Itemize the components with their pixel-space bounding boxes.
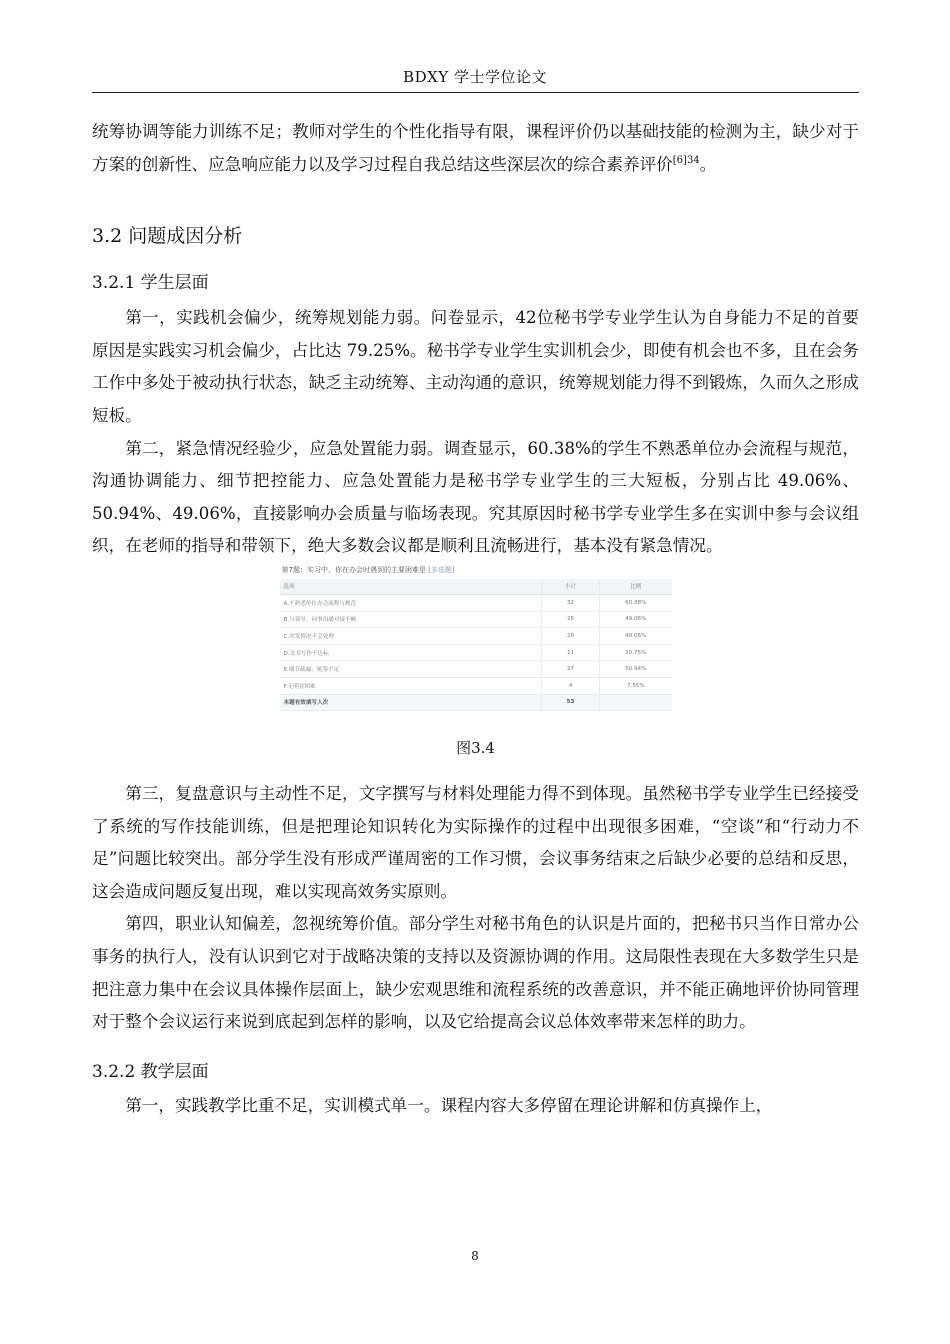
question-type-tag: [多选题] <box>428 565 455 574</box>
table-row <box>280 611 672 628</box>
table-row <box>280 644 672 661</box>
figure-3-4 <box>280 565 672 717</box>
percent-cell: 49.06% <box>600 628 672 645</box>
intro-end: 。 <box>699 154 717 174</box>
option-cell: A.不熟悉单位办会流程与规范 <box>280 594 542 611</box>
intro-text: 统筹协调等能力训练不足；教师对学生的个性化指导有限，课程评价仍以基础技能的检测为主，缺少对于方案的创新性、应急响应能力以及学习过程自我总结这些深层次的综合素养评价 <box>92 122 859 174</box>
option-cell: E.细节疏漏、统筹不足 <box>280 661 542 678</box>
column-header-count: 小计 <box>542 579 600 595</box>
page-body <box>92 116 859 1122</box>
percent-cell: 7.55% <box>600 677 672 694</box>
count-cell: 11 <box>542 644 600 661</box>
body-paragraph: 第一，实践机会偏少，统筹规划能力弱。问卷显示，42位秘书学专业学生认为自身能力不足的首要原因是实践实习机会偏少，占比达 79.25%。秘书学专业学生实训机会少，即使有机会也不多，且在会务工作中多处于被动执行状态，缺乏主动统筹、主动沟通的意识，统筹规划能力得不到锻炼，久而久之形成短板。 <box>92 308 859 425</box>
count-cell: 26 <box>542 628 600 645</box>
percent-cell: 49.06% <box>600 611 672 628</box>
table-row <box>280 594 672 611</box>
option-cell: C.突发情况不会处理 <box>280 628 542 645</box>
body-paragraph: 第三，复盘意识与主动性不足，文字撰写与材料处理能力得不到体现。虽然秘书学专业学生已经接受了系统的写作技能训练，但是把理论知识转化为实际操作的过程中出现很多困难，“空谈”和“行动力不足”问题比较突出。部分学生没有形成严谨周密的工作习惯，会议事务结束之后缺少必要的总结和反思，这会造成问题反复出现，难以实现高效务实原则。 <box>92 783 859 901</box>
total-empty-cell <box>600 694 672 711</box>
table-row <box>280 628 672 645</box>
intro-paragraph <box>92 116 859 181</box>
percent-cell: 60.38% <box>600 594 672 611</box>
percent-cell: 50.94% <box>600 661 672 678</box>
body-paragraph: 第四，职业认知偏差，忽视统筹价值。部分学生对秘书角色的认识是片面的，把秘书只当作日常办公事务的执行人，没有认识到它对于战略决策的支持以及资源协调的作用。这局限性表现在大多数学生只是把注意力集中在会议具体操作层面上，缺少宏观思维和流程系统的改善意识，并不能正确地评价协同管理对于整个会议运行来说到底起到怎样的影响，以及它给提高会议总体效率带来怎样的助力。 <box>92 914 859 1032</box>
running-header: BDXY 学士学位论文 <box>403 68 547 86</box>
citation-superscript: [6]34 <box>672 154 700 166</box>
total-label-cell: 本题有效填写人次 <box>280 694 542 711</box>
total-count-cell: 53 <box>542 694 600 711</box>
table-row <box>280 661 672 678</box>
column-header-percent: 比例 <box>600 579 672 595</box>
survey-question: 第7题：实习中，你在办会时遇到的主要困难是 [多选题] <box>281 565 455 574</box>
section-heading-3-2: 3.2 问题成因分析 <box>92 225 243 248</box>
option-cell: B.与领导、同事沟通对接不畅 <box>280 611 542 628</box>
subsection-heading-3-2-1: 3.2.1 学生层面 <box>92 273 209 294</box>
table-row <box>280 677 672 694</box>
survey-result-table-image <box>280 565 672 717</box>
option-cell: D.文书写作不达标 <box>280 644 542 661</box>
page-number: 8 <box>471 1249 479 1263</box>
count-cell: 32 <box>542 594 600 611</box>
column-header-option: 选项 <box>280 579 542 595</box>
count-cell: 27 <box>542 661 600 678</box>
percent-cell: 20.75% <box>600 644 672 661</box>
option-cell: F.无明显困难 <box>280 677 542 694</box>
table-header-row <box>280 579 672 595</box>
count-cell: 4 <box>542 677 600 694</box>
table-total-row <box>280 694 672 711</box>
header-rule <box>92 92 859 93</box>
survey-table <box>280 579 672 711</box>
body-paragraph: 第二，紧急情况经验少，应急处置能力弱。调查显示，60.38%的学生不熟悉单位办会流程与规范，沟通协调能力、细节把控能力、应急处置能力是秘书学专业学生的三大短板，分别占比 49.06%、50.94%、49.06%，直接影响办会质量与临场表现。究其原因时秘书学专业学生多在实训中参与会议组织，在老师的指导和带领下，绝大多数会议都是顺利且流畅进行，基本没有紧急情况。 <box>92 438 859 556</box>
count-cell: 26 <box>542 611 600 628</box>
subsection-heading-3-2-2: 3.2.2 教学层面 <box>92 1061 209 1082</box>
body-paragraph: 第一，实践教学比重不足，实训模式单一。课程内容大多停留在理论讲解和仿真操作上， <box>125 1095 773 1115</box>
figure-caption: 图3.4 <box>456 738 495 757</box>
